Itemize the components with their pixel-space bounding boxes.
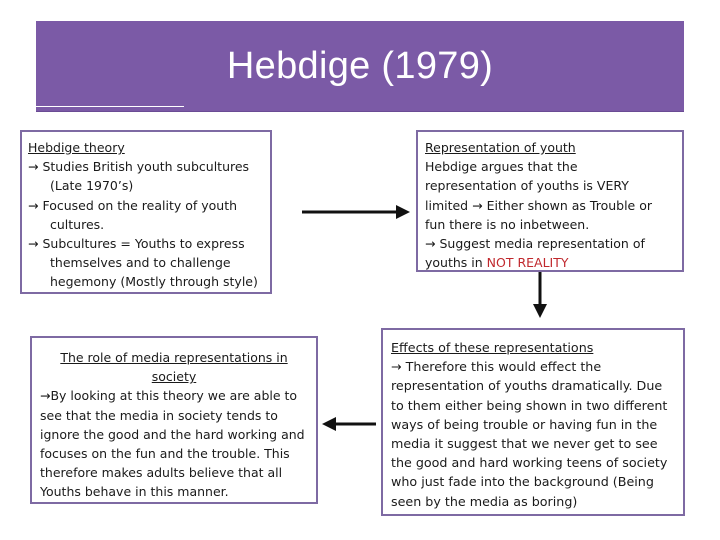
left-arrow-connector <box>320 412 378 436</box>
representation-of-youth-box <box>416 130 684 272</box>
not-reality-emphasis: NOT REALITY <box>486 255 569 271</box>
representation-text: Either shown as Trouble or <box>482 197 653 213</box>
effects-text: seen by the media as boring) <box>391 493 578 509</box>
arrow-right-icon: → <box>28 159 39 175</box>
representation-text: limited <box>425 197 473 213</box>
effects-text: who just fade into the background (Being <box>391 474 654 490</box>
theory-point-2-cont: cultures. <box>50 216 105 232</box>
theory-point-2: Focused on the reality of youth <box>42 197 238 213</box>
theory-heading: Hebdige theory <box>28 140 125 155</box>
title-banner <box>36 21 684 112</box>
role-text: see that the media in society tends to <box>40 407 278 423</box>
down-arrow-connector <box>528 272 552 320</box>
page-title: Hebdige (1979) <box>226 45 494 87</box>
theory-point-3-cont: hegemony (Mostly through style) <box>50 274 258 290</box>
theory-point-3: Subcultures = Youths to express <box>42 236 245 252</box>
theory-point-1-cont: (Late 1970’s) <box>50 178 134 194</box>
role-of-media-box <box>30 336 318 504</box>
theory-point-1: Studies British youth subcultures <box>42 159 250 175</box>
theory-point-3-cont: themselves and to challenge <box>50 255 231 271</box>
arrow-right-icon: → <box>425 236 436 252</box>
effects-text: representation of youths dramatically. Due <box>391 378 663 394</box>
effects-text: to them either being shown in two different <box>391 397 668 413</box>
representation-text: Suggest media representation of <box>435 236 645 252</box>
right-arrow-connector <box>300 200 412 224</box>
effects-heading: Effects of these representations <box>391 340 594 355</box>
role-text: ignore the good and the hard working and <box>40 426 305 442</box>
role-text: Youths behave in this manner. <box>40 484 229 500</box>
effects-text: ways of being trouble or having fun in the <box>391 416 658 432</box>
effects-text: Therefore this would effect the <box>401 359 602 375</box>
representation-text: fun there is no inbetween. <box>425 216 590 232</box>
arrow-right-icon: → <box>28 197 39 213</box>
effects-text: the good and hard working teens of society <box>391 455 668 471</box>
hebdige-theory-box <box>20 130 272 294</box>
arrow-right-icon: → <box>40 388 51 404</box>
role-heading: The role of media representations in <box>60 350 288 365</box>
arrow-right-icon: → <box>391 359 402 375</box>
role-text: focuses on the fun and the trouble. This <box>40 446 290 462</box>
effects-text: media it suggest that we never get to see <box>391 436 658 452</box>
role-text: therefore makes adults believe that all <box>40 465 283 481</box>
effects-box <box>381 328 685 516</box>
role-heading-cont: society <box>151 369 197 385</box>
representation-text: youths in <box>425 255 487 271</box>
role-text: By looking at this theory we are able to <box>50 388 298 404</box>
title-underline-decoration <box>36 106 184 107</box>
representation-text: Hebdige argues that the <box>425 159 578 175</box>
representation-heading: Representation of youth <box>425 140 576 155</box>
arrow-right-icon: → <box>28 236 39 252</box>
representation-text: representation of youths is VERY <box>425 178 629 194</box>
arrow-right-icon: → <box>472 197 483 213</box>
